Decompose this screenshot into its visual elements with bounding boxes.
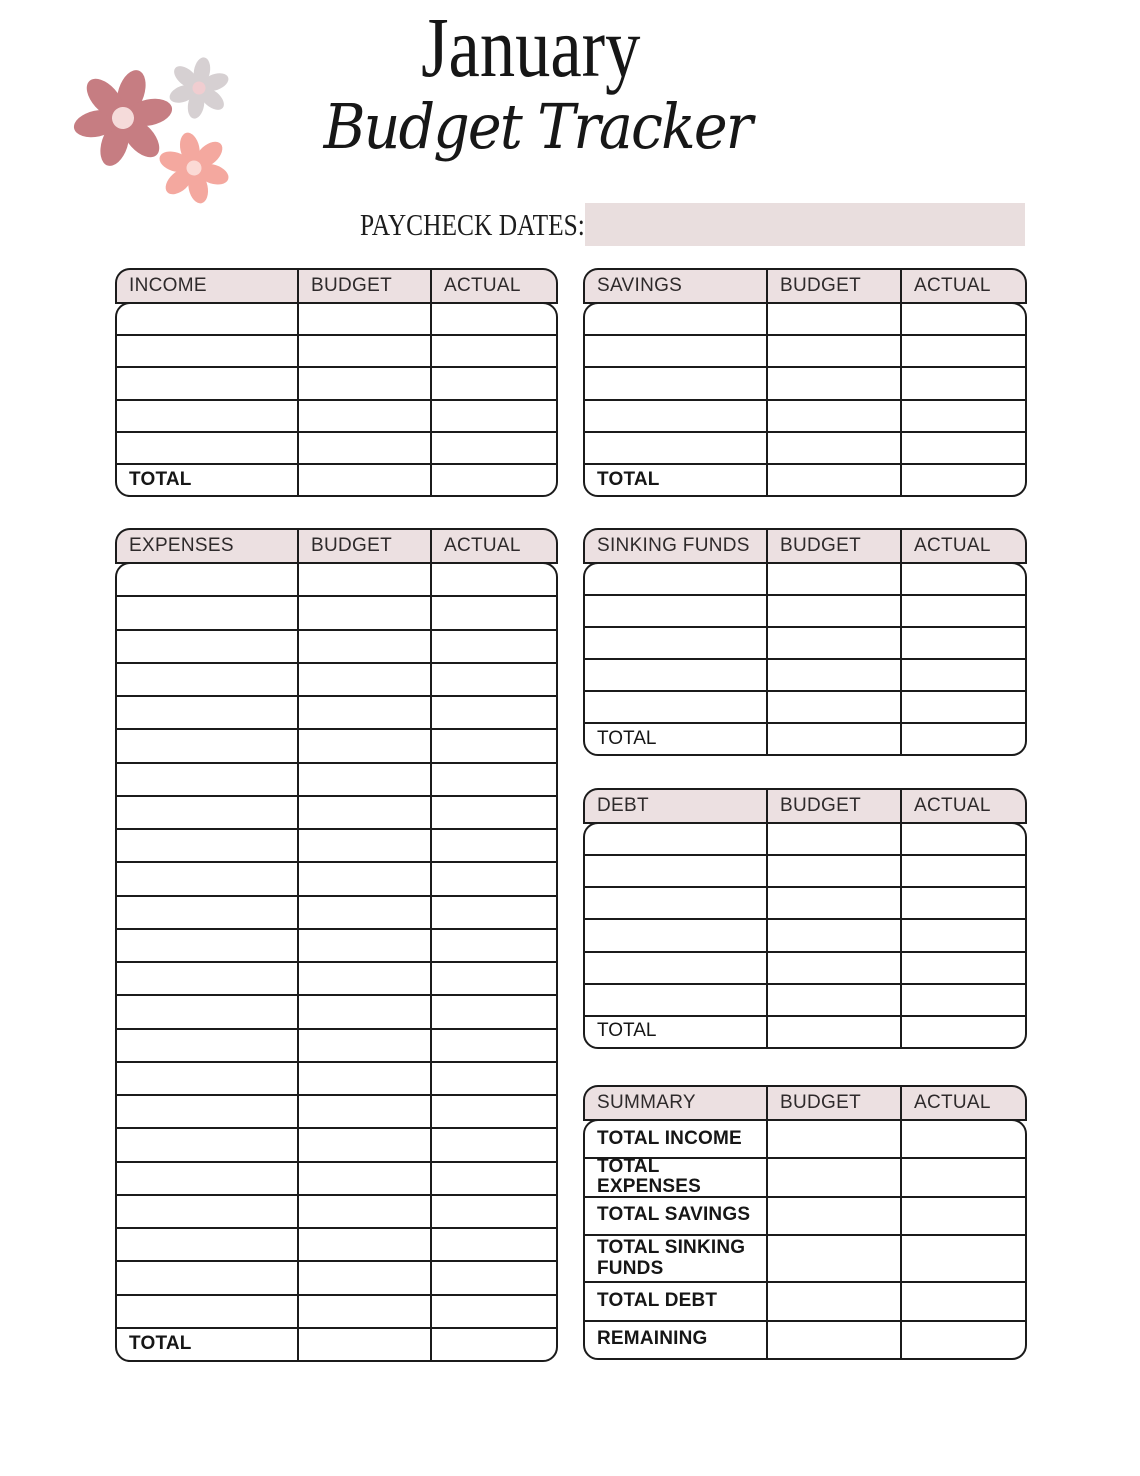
fill-in-cell[interactable] <box>432 1096 556 1127</box>
fill-in-cell[interactable] <box>768 1017 902 1047</box>
fill-in-cell[interactable] <box>902 596 1025 626</box>
fill-in-cell[interactable] <box>432 1129 556 1160</box>
fill-in-cell[interactable] <box>768 336 902 366</box>
fill-in-cell[interactable] <box>585 985 768 1015</box>
fill-in-cell[interactable] <box>585 596 768 626</box>
page-title-subtitle <box>0 90 1075 163</box>
fill-in-cell[interactable] <box>117 1229 299 1260</box>
fill-in-cell[interactable] <box>768 628 902 658</box>
income-table <box>115 268 558 497</box>
sinking-funds-table <box>583 528 1027 756</box>
table-row <box>117 797 556 830</box>
fill-in-cell[interactable] <box>768 824 902 854</box>
table-row <box>117 1196 556 1229</box>
table-row-total-expenses <box>585 1155 1025 1198</box>
fill-in-cell[interactable] <box>768 1198 902 1234</box>
fill-in-cell[interactable] <box>768 433 902 463</box>
table-row <box>585 692 1025 724</box>
fill-in-cell[interactable] <box>299 797 432 828</box>
fill-in-cell[interactable] <box>117 597 299 628</box>
fill-in-cell[interactable] <box>117 564 299 595</box>
table-row <box>117 1129 556 1162</box>
fill-in-cell[interactable] <box>768 724 902 754</box>
table-row <box>117 863 556 896</box>
summary-table <box>583 1085 1027 1360</box>
table-row <box>117 631 556 664</box>
sinking-funds-table-body <box>583 562 1027 756</box>
paycheck-dates-field[interactable] <box>585 203 1025 246</box>
column-header-budget: BUDGET <box>768 790 902 822</box>
fill-in-cell[interactable] <box>299 930 432 961</box>
table-row-total-sinking-funds <box>585 1236 1025 1283</box>
row-label: TOTAL DEBT <box>585 1283 768 1319</box>
fill-in-cell[interactable] <box>117 664 299 695</box>
fill-in-cell[interactable] <box>299 1063 432 1094</box>
fill-in-cell[interactable] <box>299 597 432 628</box>
table-row <box>117 368 556 400</box>
column-header-budget: BUDGET <box>299 530 432 562</box>
table-row <box>585 920 1025 952</box>
fill-in-cell[interactable] <box>768 465 902 495</box>
fill-in-cell[interactable] <box>432 697 556 728</box>
fill-in-cell[interactable] <box>432 564 556 595</box>
fill-in-cell[interactable] <box>299 401 432 431</box>
fill-in-cell[interactable] <box>768 953 902 983</box>
table-row <box>117 1296 556 1329</box>
fill-in-cell[interactable] <box>585 920 768 950</box>
fill-in-cell[interactable] <box>768 692 902 722</box>
savings-table-body <box>583 302 1027 497</box>
column-header-sinking-funds: SINKING FUNDS <box>585 530 768 562</box>
fill-in-cell[interactable] <box>117 1163 299 1194</box>
fill-in-cell[interactable] <box>432 1329 556 1360</box>
table-row <box>117 1163 556 1196</box>
fill-in-cell[interactable] <box>768 596 902 626</box>
table-row <box>117 1262 556 1295</box>
table-row <box>117 1063 556 1096</box>
row-label: TOTAL SAVINGS <box>585 1198 768 1234</box>
column-header-budget: BUDGET <box>299 270 432 302</box>
column-header-income: INCOME <box>117 270 299 302</box>
fill-in-cell[interactable] <box>117 963 299 994</box>
fill-in-cell[interactable] <box>902 1236 1025 1281</box>
fill-in-cell[interactable] <box>902 660 1025 690</box>
fill-in-cell[interactable] <box>902 1017 1025 1047</box>
table-row <box>117 1229 556 1262</box>
column-header-actual: ACTUAL <box>914 1092 991 1113</box>
fill-in-cell[interactable] <box>902 1322 1025 1358</box>
savings-table <box>583 268 1027 497</box>
table-row <box>117 1030 556 1063</box>
table-row <box>585 985 1025 1017</box>
fill-in-cell[interactable] <box>299 897 432 928</box>
fill-in-cell[interactable] <box>768 564 902 594</box>
fill-in-cell[interactable] <box>585 888 768 918</box>
fill-in-cell[interactable] <box>299 433 432 463</box>
fill-in-cell[interactable] <box>902 1283 1025 1319</box>
fill-in-cell[interactable] <box>432 1229 556 1260</box>
table-row <box>117 564 556 597</box>
fill-in-cell[interactable] <box>585 856 768 886</box>
fill-in-cell[interactable] <box>768 888 902 918</box>
fill-in-cell[interactable] <box>117 930 299 961</box>
table-row <box>585 564 1025 596</box>
fill-in-cell[interactable] <box>768 985 902 1015</box>
fill-in-cell[interactable] <box>768 1322 902 1358</box>
fill-in-cell[interactable] <box>117 401 299 431</box>
table-row <box>117 730 556 763</box>
table-row <box>117 897 556 930</box>
fill-in-cell[interactable] <box>902 564 1025 594</box>
summary-table-header <box>583 1085 1027 1121</box>
table-row-total <box>585 465 1025 495</box>
table-row <box>585 368 1025 400</box>
fill-in-cell[interactable] <box>432 1296 556 1327</box>
fill-in-cell[interactable] <box>585 401 768 431</box>
fill-in-cell[interactable] <box>299 1329 432 1360</box>
fill-in-cell[interactable] <box>432 336 556 366</box>
fill-in-cell[interactable] <box>299 336 432 366</box>
table-row <box>585 888 1025 920</box>
row-label: TOTAL <box>585 465 768 495</box>
table-row <box>117 401 556 433</box>
fill-in-cell[interactable] <box>299 1129 432 1160</box>
fill-in-cell[interactable] <box>117 304 299 334</box>
column-header-actual: ACTUAL <box>444 275 521 296</box>
fill-in-cell[interactable] <box>432 730 556 761</box>
fill-in-cell[interactable] <box>432 1196 556 1227</box>
column-header-budget: BUDGET <box>768 530 902 562</box>
fill-in-cell[interactable] <box>902 692 1025 722</box>
fill-in-cell[interactable] <box>432 433 556 463</box>
fill-in-cell[interactable] <box>299 1229 432 1260</box>
table-row <box>117 336 556 368</box>
fill-in-cell[interactable] <box>117 1030 299 1061</box>
income-table-header <box>115 268 558 304</box>
fill-in-cell[interactable] <box>902 628 1025 658</box>
fill-in-cell[interactable] <box>432 597 556 628</box>
fill-in-cell[interactable] <box>117 1296 299 1327</box>
column-header-budget: BUDGET <box>768 270 902 302</box>
savings-table-header <box>583 268 1027 304</box>
fill-in-cell[interactable] <box>299 564 432 595</box>
fill-in-cell[interactable] <box>299 697 432 728</box>
fill-in-cell[interactable] <box>432 631 556 662</box>
fill-in-cell[interactable] <box>299 830 432 861</box>
table-row <box>117 1096 556 1129</box>
fill-in-cell[interactable] <box>902 920 1025 950</box>
row-label: TOTAL <box>117 465 299 495</box>
sinking-funds-table-header <box>583 528 1027 564</box>
fill-in-cell[interactable] <box>432 664 556 695</box>
fill-in-cell[interactable] <box>432 1163 556 1194</box>
fill-in-cell[interactable] <box>432 830 556 861</box>
fill-in-cell[interactable] <box>768 1121 902 1157</box>
fill-in-cell[interactable] <box>432 1262 556 1293</box>
row-label: REMAINING <box>585 1322 768 1358</box>
column-header-savings: SAVINGS <box>585 270 768 302</box>
fill-in-cell[interactable] <box>432 764 556 795</box>
table-row <box>117 597 556 630</box>
fill-in-cell[interactable] <box>299 368 432 398</box>
table-row <box>117 304 556 336</box>
fill-in-cell[interactable] <box>117 433 299 463</box>
fill-in-cell[interactable] <box>432 897 556 928</box>
column-header-actual: ACTUAL <box>914 795 991 816</box>
fill-in-cell[interactable] <box>902 985 1025 1015</box>
fill-in-cell[interactable] <box>117 797 299 828</box>
fill-in-cell[interactable] <box>117 1129 299 1160</box>
fill-in-cell[interactable] <box>299 465 432 495</box>
row-label: TOTAL EXPENSES <box>585 1159 768 1195</box>
fill-in-cell[interactable] <box>585 953 768 983</box>
fill-in-cell[interactable] <box>768 1159 902 1195</box>
fill-in-cell[interactable] <box>117 697 299 728</box>
fill-in-cell[interactable] <box>902 433 1025 463</box>
table-row <box>585 856 1025 888</box>
fill-in-cell[interactable] <box>585 433 768 463</box>
fill-in-cell[interactable] <box>902 824 1025 854</box>
row-label: TOTAL SINKING FUNDS <box>585 1236 768 1281</box>
fill-in-cell[interactable] <box>902 401 1025 431</box>
fill-in-cell[interactable] <box>768 1283 902 1319</box>
table-row-total <box>585 724 1025 754</box>
table-row <box>585 596 1025 628</box>
column-header-actual: ACTUAL <box>914 275 991 296</box>
table-row <box>117 996 556 1029</box>
fill-in-cell[interactable] <box>299 1296 432 1327</box>
fill-in-cell[interactable] <box>432 401 556 431</box>
table-row <box>117 963 556 996</box>
table-row <box>585 628 1025 660</box>
fill-in-cell[interactable] <box>902 465 1025 495</box>
table-row <box>585 304 1025 336</box>
fill-in-cell[interactable] <box>299 764 432 795</box>
table-row <box>117 830 556 863</box>
fill-in-cell[interactable] <box>299 996 432 1027</box>
fill-in-cell[interactable] <box>299 1096 432 1127</box>
fill-in-cell[interactable] <box>299 730 432 761</box>
fill-in-cell[interactable] <box>902 1121 1025 1157</box>
fill-in-cell[interactable] <box>768 304 902 334</box>
table-row <box>585 401 1025 433</box>
fill-in-cell[interactable] <box>768 856 902 886</box>
table-row <box>585 953 1025 985</box>
fill-in-cell[interactable] <box>117 863 299 894</box>
table-row <box>117 697 556 730</box>
fill-in-cell[interactable] <box>117 730 299 761</box>
summary-table-body <box>583 1119 1027 1360</box>
fill-in-cell[interactable] <box>299 304 432 334</box>
fill-in-cell[interactable] <box>117 764 299 795</box>
column-header-expenses: EXPENSES <box>117 530 299 562</box>
row-label: TOTAL <box>585 1017 768 1047</box>
fill-in-cell[interactable] <box>432 465 556 495</box>
expenses-table-body <box>115 562 558 1362</box>
fill-in-cell[interactable] <box>902 304 1025 334</box>
fill-in-cell[interactable] <box>299 863 432 894</box>
table-row <box>117 930 556 963</box>
column-header-summary: SUMMARY <box>585 1087 768 1119</box>
fill-in-cell[interactable] <box>432 930 556 961</box>
table-row <box>117 764 556 797</box>
fill-in-cell[interactable] <box>117 996 299 1027</box>
table-row-total <box>117 465 556 495</box>
fill-in-cell[interactable] <box>768 368 902 398</box>
table-row-total <box>117 1329 556 1360</box>
debt-table <box>583 788 1027 1049</box>
fill-in-cell[interactable] <box>432 368 556 398</box>
row-label: TOTAL <box>585 724 768 754</box>
page-title-subtitle-text: Budget Tracker <box>323 90 752 163</box>
fill-in-cell[interactable] <box>299 1262 432 1293</box>
fill-in-cell[interactable] <box>585 660 768 690</box>
table-row-remaining <box>585 1322 1025 1358</box>
column-header-debt: DEBT <box>585 790 768 822</box>
fill-in-cell[interactable] <box>902 1159 1025 1195</box>
fill-in-cell[interactable] <box>117 1262 299 1293</box>
income-table-body <box>115 302 558 497</box>
column-header-budget: BUDGET <box>768 1087 902 1119</box>
fill-in-cell[interactable] <box>585 564 768 594</box>
fill-in-cell[interactable] <box>432 797 556 828</box>
fill-in-cell[interactable] <box>768 920 902 950</box>
fill-in-cell[interactable] <box>117 368 299 398</box>
paycheck-dates-label: PAYCHECK DATES: <box>360 206 585 242</box>
fill-in-cell[interactable] <box>902 724 1025 754</box>
fill-in-cell[interactable] <box>902 888 1025 918</box>
fill-in-cell[interactable] <box>299 1163 432 1194</box>
fill-in-cell[interactable] <box>585 368 768 398</box>
fill-in-cell[interactable] <box>117 1096 299 1127</box>
fill-in-cell[interactable] <box>902 1198 1025 1234</box>
fill-in-cell[interactable] <box>585 336 768 366</box>
debt-table-body <box>583 822 1027 1049</box>
fill-in-cell[interactable] <box>117 830 299 861</box>
fill-in-cell[interactable] <box>117 336 299 366</box>
fill-in-cell[interactable] <box>117 1063 299 1094</box>
fill-in-cell[interactable] <box>768 1236 902 1281</box>
fill-in-cell[interactable] <box>902 953 1025 983</box>
fill-in-cell[interactable] <box>768 401 902 431</box>
table-row <box>585 824 1025 856</box>
fill-in-cell[interactable] <box>299 1196 432 1227</box>
table-row <box>585 660 1025 692</box>
fill-in-cell[interactable] <box>585 628 768 658</box>
fill-in-cell[interactable] <box>432 1030 556 1061</box>
fill-in-cell[interactable] <box>299 1030 432 1061</box>
fill-in-cell[interactable] <box>768 660 902 690</box>
table-row <box>117 664 556 697</box>
expenses-table-header <box>115 528 558 564</box>
table-row-total-savings <box>585 1198 1025 1236</box>
table-row-total-debt <box>585 1283 1025 1321</box>
fill-in-cell[interactable] <box>432 963 556 994</box>
fill-in-cell[interactable] <box>432 1063 556 1094</box>
table-row <box>585 433 1025 465</box>
fill-in-cell[interactable] <box>117 631 299 662</box>
fill-in-cell[interactable] <box>585 692 768 722</box>
row-label: TOTAL <box>117 1329 299 1360</box>
fill-in-cell[interactable] <box>299 631 432 662</box>
fill-in-cell[interactable] <box>902 336 1025 366</box>
table-row <box>117 433 556 465</box>
fill-in-cell[interactable] <box>432 996 556 1027</box>
fill-in-cell[interactable] <box>299 664 432 695</box>
fill-in-cell[interactable] <box>117 897 299 928</box>
table-row-total-income <box>585 1121 1025 1159</box>
fill-in-cell[interactable] <box>432 304 556 334</box>
table-row <box>585 336 1025 368</box>
fill-in-cell[interactable] <box>902 856 1025 886</box>
column-header-actual: ACTUAL <box>914 535 991 556</box>
page-title-month-text: January <box>421 0 641 95</box>
fill-in-cell[interactable] <box>585 304 768 334</box>
expenses-table <box>115 528 558 1362</box>
fill-in-cell[interactable] <box>432 863 556 894</box>
fill-in-cell[interactable] <box>902 368 1025 398</box>
debt-table-header <box>583 788 1027 824</box>
column-header-actual: ACTUAL <box>444 535 521 556</box>
fill-in-cell[interactable] <box>585 824 768 854</box>
row-label: TOTAL INCOME <box>585 1121 768 1157</box>
fill-in-cell[interactable] <box>299 963 432 994</box>
fill-in-cell[interactable] <box>117 1196 299 1227</box>
page-title-month <box>0 0 1062 95</box>
table-row-total <box>585 1017 1025 1047</box>
